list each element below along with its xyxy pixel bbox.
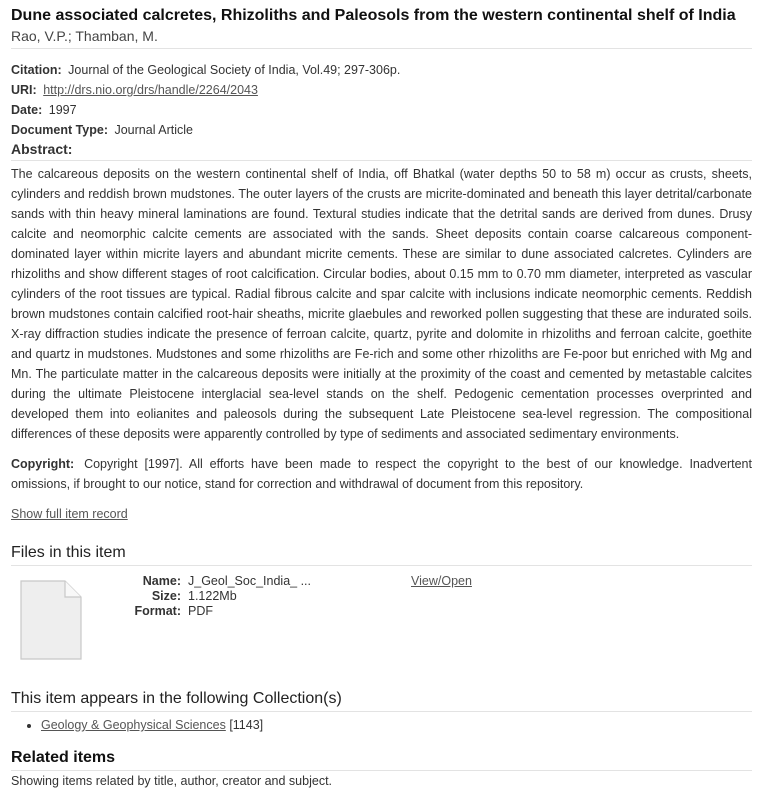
full-record-row (11, 504, 752, 524)
metadata-block (11, 60, 752, 140)
citation-value: Journal of the Geological Society of India, Vol.49; 297-306p. (68, 63, 401, 77)
date-row (11, 100, 752, 120)
file-size: 1.122Mb (188, 589, 237, 603)
file-name: J_Geol_Soc_India_ ... (188, 574, 311, 588)
divider (11, 565, 752, 566)
files-heading: Files in this item (11, 544, 126, 561)
copyright-text: Copyright [1997]. All efforts have been made to respect the copyright to the best of our knowledge. Inadvertent omissions, if brought to our notice, stand for correction and withdrawal of document from this repository. (11, 457, 752, 491)
uri-row (11, 80, 752, 100)
item-title: Dune associated calcretes, Rhizoliths and Paleosols from the western continental shelf of India (11, 7, 736, 24)
show-full-record-link[interactable]: Show full item record (11, 507, 128, 521)
file-properties (111, 574, 311, 619)
file-name-row (111, 574, 311, 589)
abstract-heading: Abstract: (11, 141, 73, 157)
uri-label: URI: (11, 83, 37, 97)
divider (11, 48, 752, 49)
citation-row (11, 60, 752, 80)
file-entry (11, 574, 752, 674)
doctype-row (11, 120, 752, 140)
collection-count: [1143] (229, 718, 264, 732)
citation-label: Citation: (11, 63, 62, 77)
doctype-value: Journal Article (114, 123, 193, 137)
related-subtitle: Showing items related by title, author, creator and subject. (11, 774, 333, 788)
collections-list (11, 716, 752, 734)
file-format-row (111, 604, 311, 619)
file-name-label: Name: (142, 574, 181, 588)
uri-link[interactable]: http://drs.nio.org/drs/handle/2264/2043 (43, 83, 258, 97)
date-value: 1997 (48, 103, 77, 117)
collections-heading: This item appears in the following Collection(s) (11, 690, 342, 707)
copyright-label: Copyright: (11, 457, 75, 471)
file-format: PDF (188, 604, 213, 618)
date-label: Date: (11, 103, 43, 117)
view-open-link[interactable]: View/Open (411, 574, 472, 588)
file-format-label: Format: (134, 604, 181, 618)
divider (11, 160, 752, 161)
abstract-text: The calcareous deposits on the western continental shelf of India, off Bhatkal (water depths 50 to 58 m) occur as crusts, sheets, cylinders and reddish brown mudstones. The outer layers of the crusts are micrite-dominated and beneath this layer detrital/carbonate sands with thin heavy mineral laminations are found. Textural studies indicate that the detrital sands are derived from dunes. Drusy calcite and neomorphic calcite cements are associated with the sands. Sheet deposits contain coarse calcareous component-dominated layer within micrite layers and abundant micrite cements. These are similar to dune associated calcretes. Cylinders are rhizoliths and show different stages of root calcification. Circular bodies, about 0.15 mm to 0.70 mm diameter, interpreted as vascular cylinders of the root tissues are typical. Radial fibrous calcite and spar calcite with inclusions indicate neomorphic cements. Reddish brown mudstones contain calcified root-hair sheaths, micrite glaebules and reworked pollen suggesting that these are indurated soils. X-ray diffraction studies indicate the presence of ferroan calcite, quartz, pyrite and dolomite in rhizoliths and ferroan calcite, goethite and quartz in mudstones. Mudstones and some rhizoliths are Fe-rich and some other rhizoliths are Fe-poor but enriched with Mg and Mn. The particulate matter in the calcareous deposits were initially at the proximity of the coast and cemented by metastable calcites during the ultimate Pleistocene interglacial sea-level stands on the shelf. Pedogenic cementation processes overprinted and developed them into eolianites and paleosols during the subsequent Late Pleistocene sea-level regression. The compositional differences of these deposits were apparently controlled by type of sediments and associated sedimentary environments. (11, 167, 752, 441)
file-size-label: Size: (151, 589, 181, 603)
collection-item (41, 716, 752, 734)
related-heading: Related items (11, 749, 116, 766)
file-icon[interactable] (20, 580, 82, 660)
divider (11, 711, 752, 712)
divider (11, 770, 752, 771)
doctype-label: Document Type: (11, 123, 108, 137)
collection-link[interactable]: Geology & Geophysical Sciences (41, 718, 226, 732)
item-authors: Rao, V.P.; Thamban, M. (11, 28, 158, 44)
copyright-block (11, 454, 752, 494)
file-size-row (111, 589, 311, 604)
